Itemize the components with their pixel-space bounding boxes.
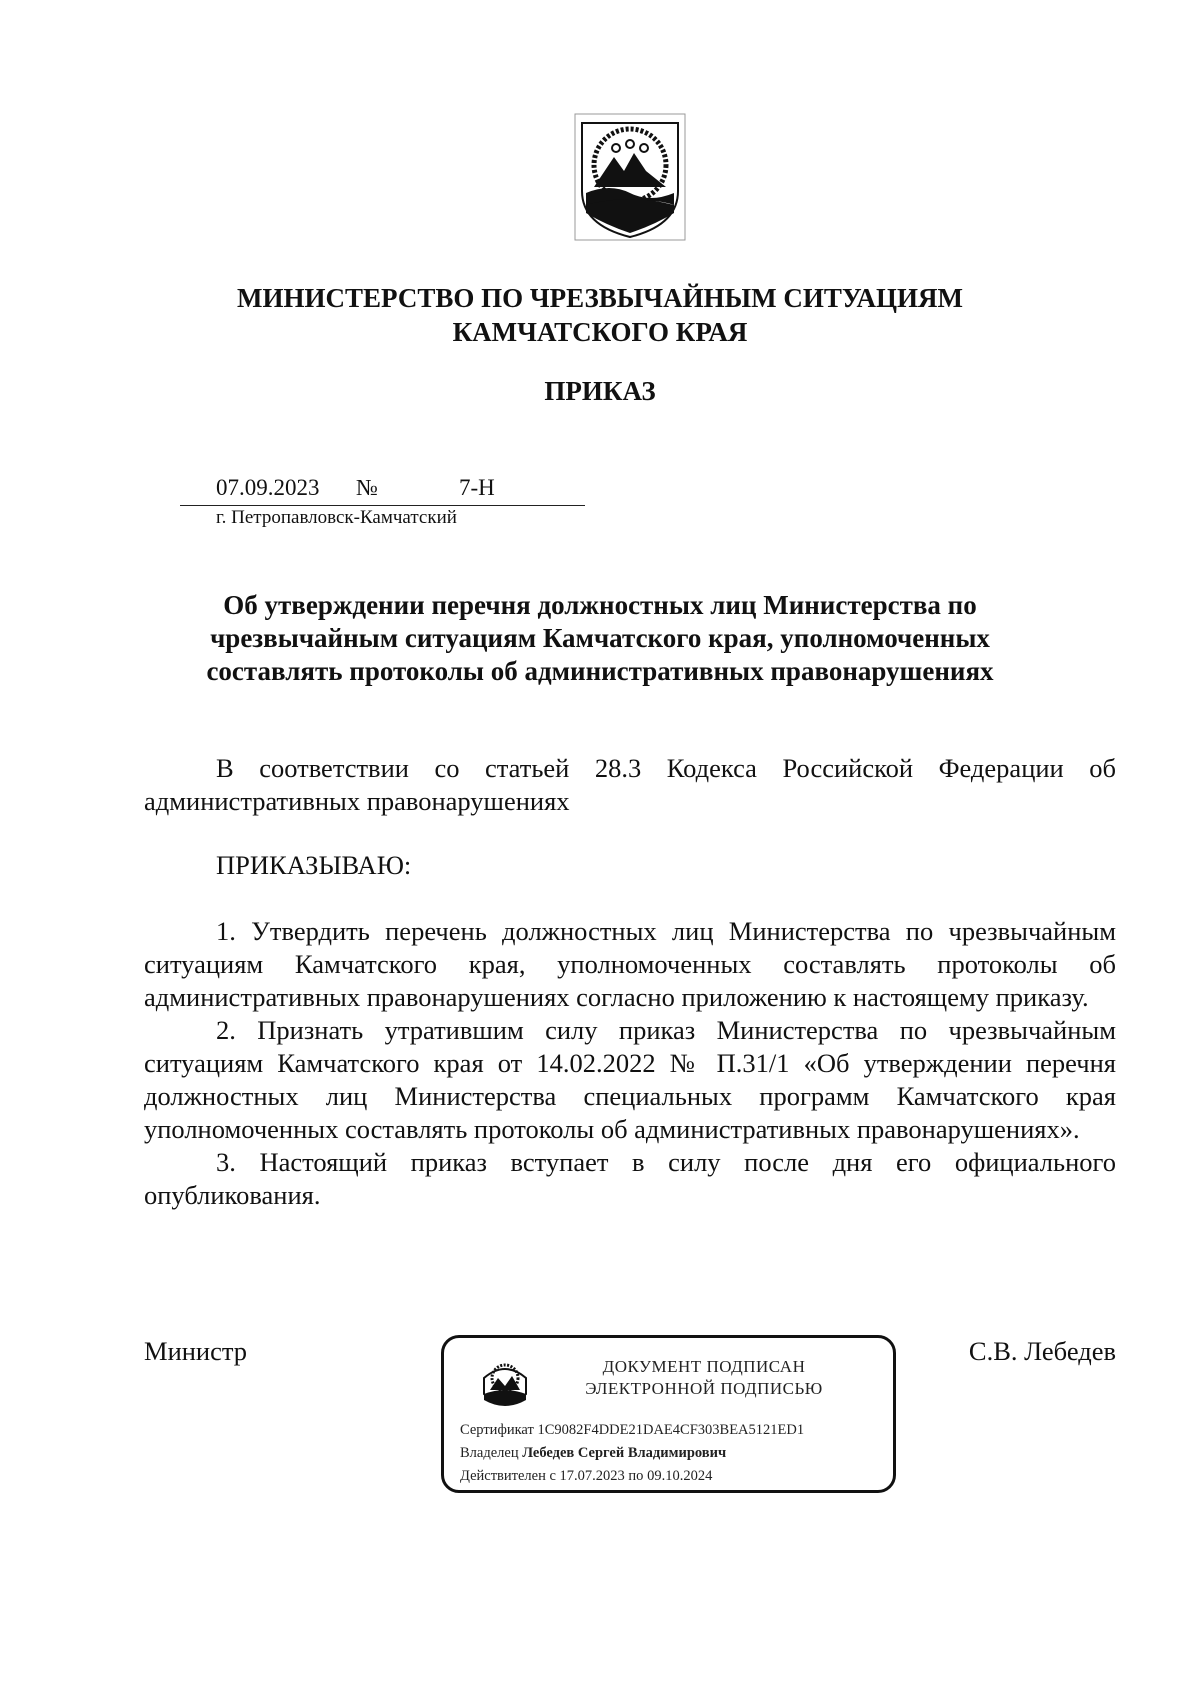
subject-line: чрезвычайным ситуациям Камчатского края, уполномоченных <box>210 623 990 653</box>
electronic-signature-stamp <box>441 1335 896 1493</box>
order-item-3: 3. Настоящий приказ вступает в силу после дня его официального опубликования. <box>144 1147 1116 1210</box>
stamp-emblem-icon <box>480 1358 530 1413</box>
order-word: ПРИКАЗЫВАЮ: <box>216 850 412 880</box>
number-sign: № <box>356 475 378 500</box>
document-city: г. Петропавловск-Камчатский <box>216 507 457 528</box>
stamp-cert-value: 1C9082F4DDE21DAE4CF303BEA5121ED1 <box>537 1422 805 1438</box>
order-item-2: 2. Признать утратившим силу приказ Министерства по чрезвычайным ситуациям Камчатского края от 14.02.2022 № П.31/1 «Об утверждении перечня должностных лиц Министерства специальных программ Камчатского края уполномоченных составлять протоколы об административных правонарушениях». <box>144 1015 1116 1144</box>
signer-position: Министр <box>144 1336 248 1366</box>
order-items <box>144 915 1116 1212</box>
subject-line: Об утверждении перечня должностных лиц Министерства по <box>223 590 977 620</box>
stamp-valid-label: Действителен <box>460 1468 546 1484</box>
stamp-cert-label: Сертификат <box>460 1422 534 1438</box>
document-type: ПРИКАЗ <box>544 376 656 406</box>
stamp-valid-to: 09.10.2024 <box>647 1468 713 1484</box>
preamble-text: В соответствии со статьей 28.3 Кодекса Российской Федерации об административных правонарушениях <box>144 753 1116 816</box>
preamble-paragraph <box>144 752 1116 818</box>
stamp-heading <box>554 1356 854 1400</box>
stamp-heading-line1: ДОКУМЕНТ ПОДПИСАН <box>602 1357 806 1376</box>
stamp-valid-from-prefix: с <box>549 1468 556 1484</box>
subject-line: составлять протоколы об административных правонарушениях <box>206 656 994 686</box>
date-number-line <box>180 475 585 506</box>
signer-name: С.В. Лебедев <box>968 1336 1116 1366</box>
stamp-valid-to-prefix: по <box>628 1468 644 1484</box>
stamp-certificate <box>460 1422 804 1439</box>
stamp-valid-from: 17.07.2023 <box>559 1468 625 1484</box>
stamp-owner-label: Владелец <box>460 1445 519 1461</box>
stamp-owner-value: Лебедев Сергей Владимирович <box>522 1445 727 1461</box>
document-number: 7-Н <box>459 475 495 500</box>
stamp-validity <box>460 1468 712 1485</box>
document-date: 07.09.2023 <box>216 475 320 500</box>
stamp-heading-line2: ЭЛЕКТРОННОЙ ПОДПИСЬЮ <box>585 1379 823 1398</box>
ministry-name-line2: КАМЧАТСКОГО КРАЯ <box>452 317 748 347</box>
ministry-name-line1: МИНИСТЕРСТВО ПО ЧРЕЗВЫЧАЙНЫМ СИТУАЦИЯМ <box>237 283 963 313</box>
order-item-1: 1. Утвердить перечень должностных лиц Министерства по чрезвычайным ситуациям Камчатского края, уполномоченных составлять протоколы об административных правонарушениях согласно приложению к настоящему приказу. <box>144 916 1116 1012</box>
coat-of-arms-icon <box>574 113 686 241</box>
stamp-owner <box>460 1445 726 1462</box>
document-subject <box>170 589 1030 688</box>
